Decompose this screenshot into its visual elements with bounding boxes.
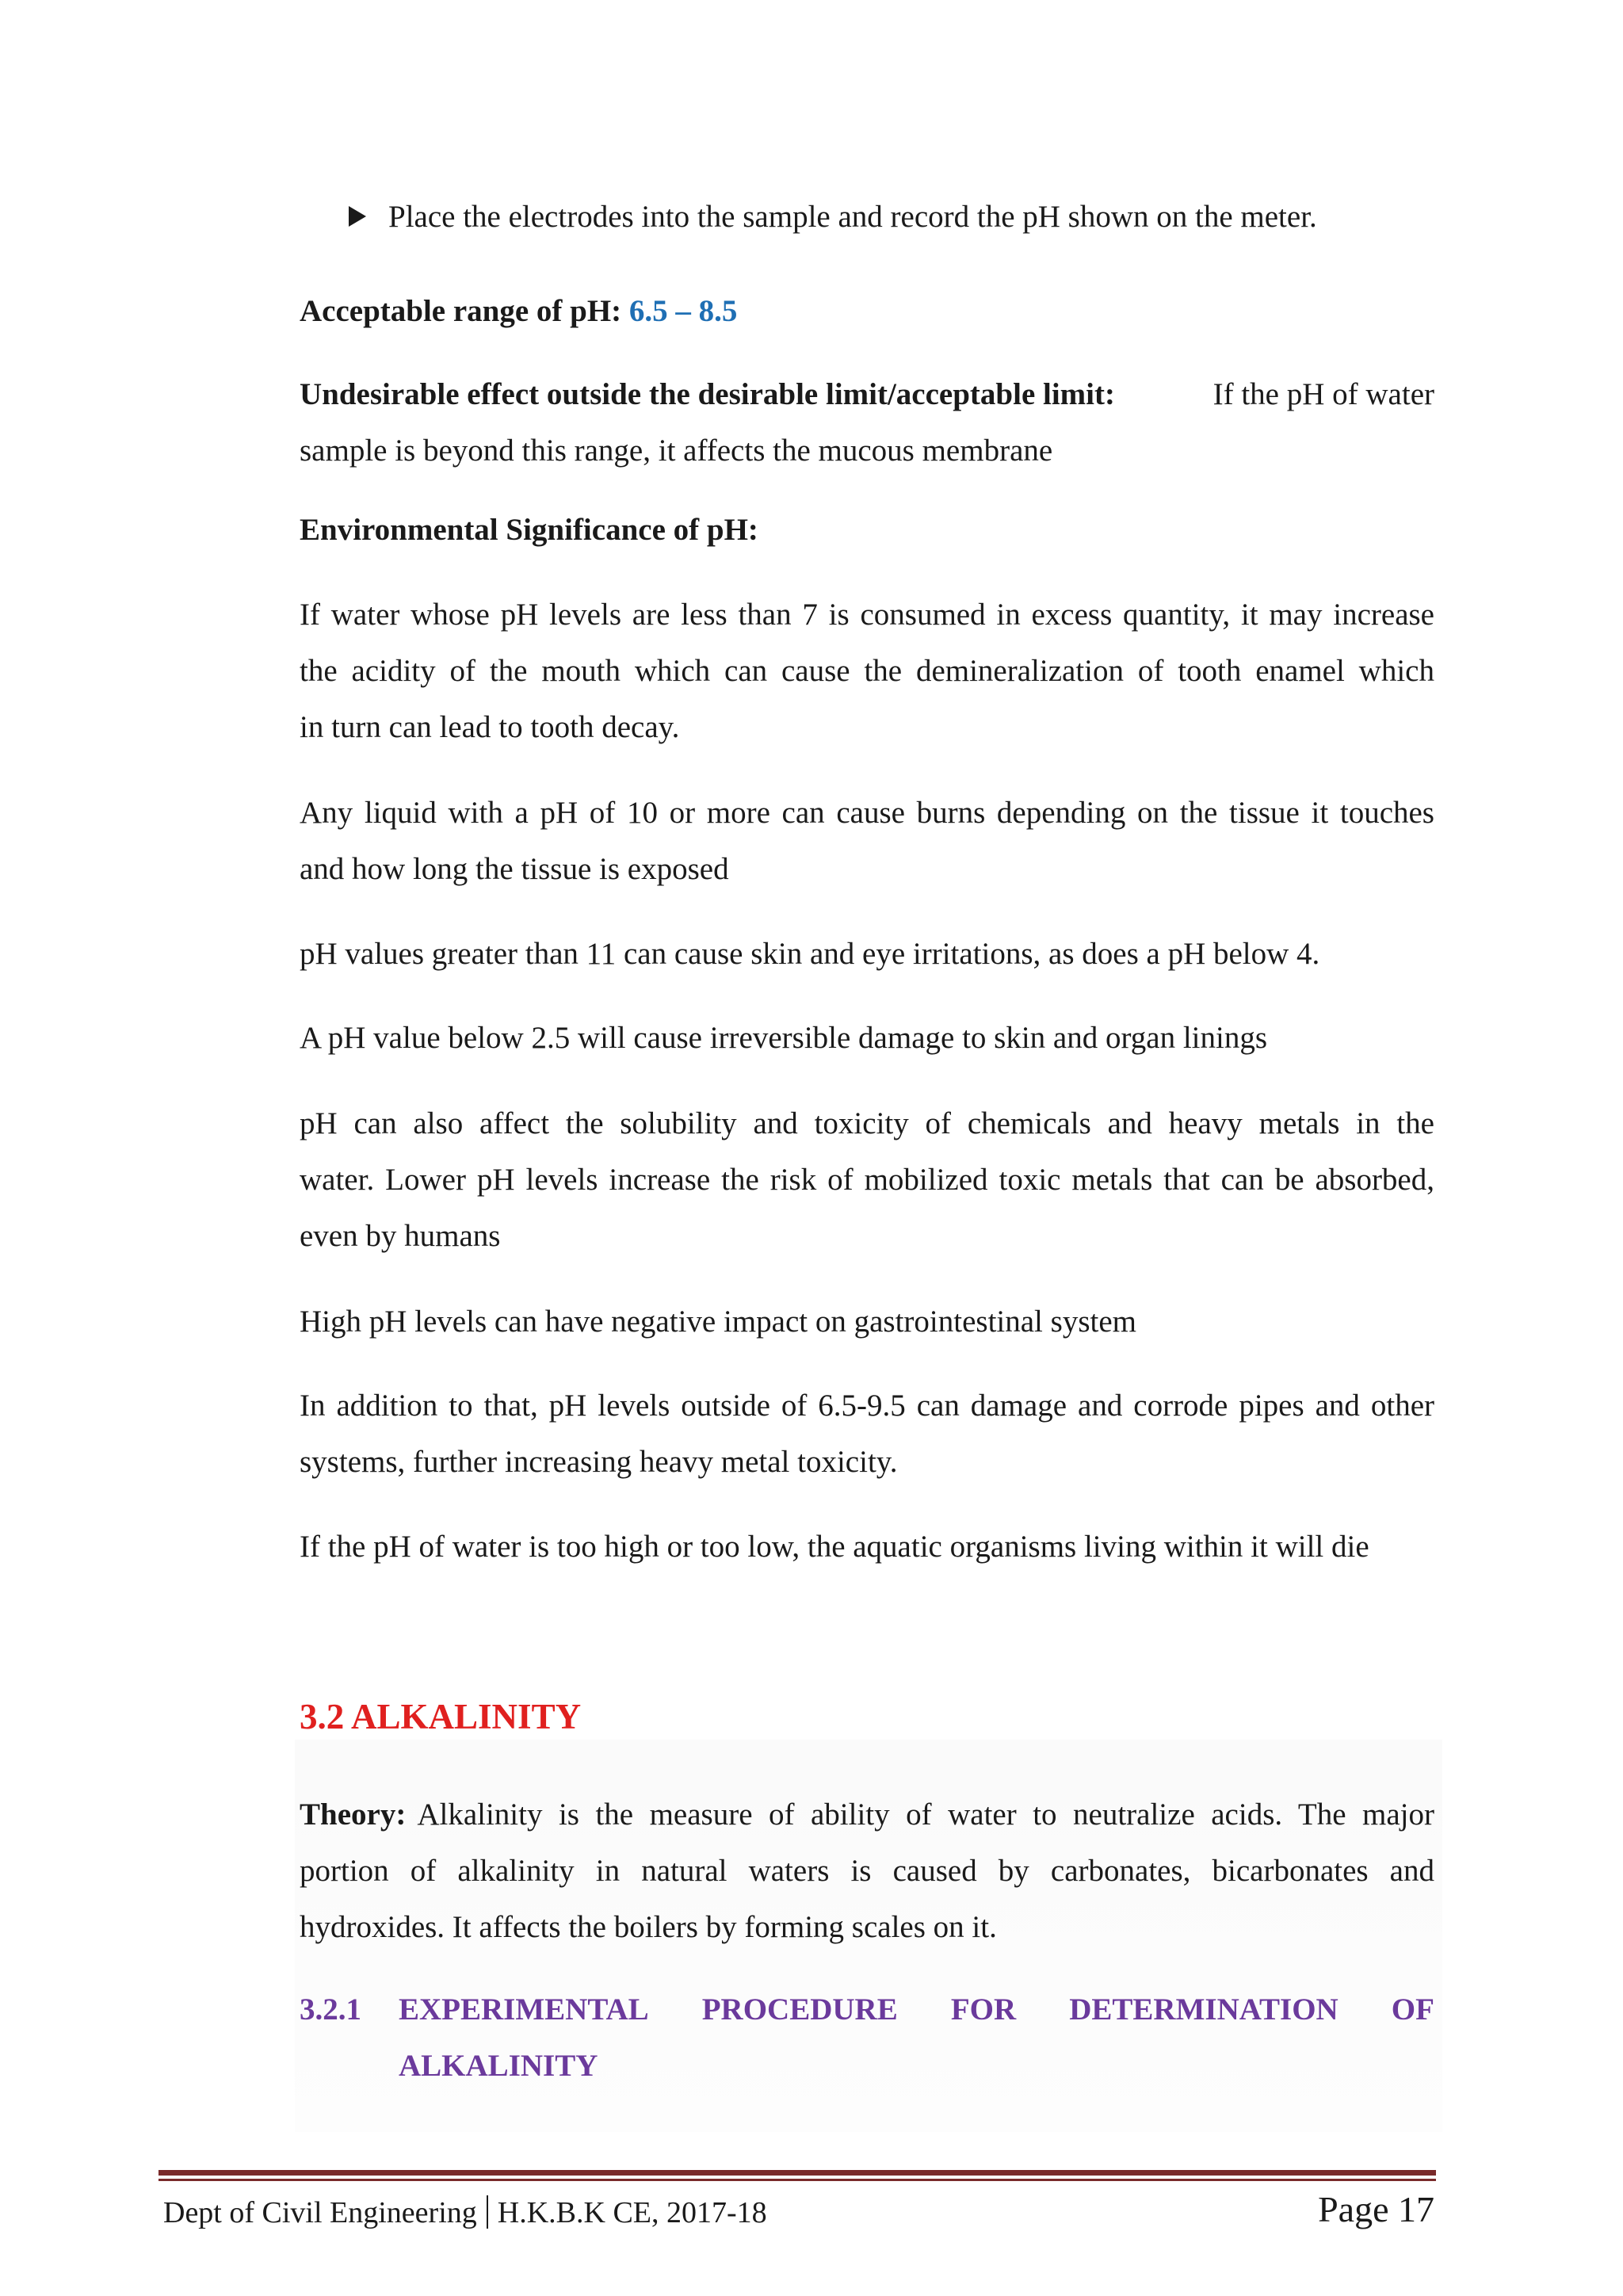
- paragraph-5: [300, 1095, 1434, 1264]
- paragraph-line: and how long the tissue is exposed: [300, 852, 729, 886]
- footer-college: H.K.B.K CE, 2017-18: [497, 2196, 767, 2229]
- environmental-significance-heading: Environmental Significance of pH:: [300, 513, 758, 547]
- acceptable-range-value: 6.5 – 8.5: [628, 294, 738, 328]
- theory-label: Theory:: [300, 1797, 407, 1832]
- bullet-text: Place the electrodes into the sample and record the pH shown on the meter.: [388, 200, 1317, 234]
- subsection-word: FOR: [950, 1992, 1017, 2027]
- paragraph-line: If water whose pH levels are less than 7 is consumed in excess quantity, it may increase: [300, 598, 1434, 632]
- arrow-bullet-icon: [349, 206, 366, 227]
- theory-line-1: [300, 1786, 1434, 1843]
- subsection-title-line-1: [399, 1981, 1434, 2038]
- subsection-word: OF: [1391, 1992, 1434, 2027]
- undesirable-line-1: [300, 366, 1434, 422]
- theory-line-2: portion of alkalinity in natural waters is caused by carbonates, bicarbonates and: [300, 1854, 1434, 1888]
- paragraph-line: the acidity of the mouth which can cause the demineralization of tooth enamel which: [300, 654, 1434, 688]
- paragraph-line: systems, further increasing heavy metal toxicity.: [300, 1445, 898, 1479]
- undesirable-effect-paragraph: [300, 366, 1434, 479]
- theory-line-3: hydroxides. It affects the boilers by forming scales on it.: [300, 1910, 997, 1944]
- theory-line1-text: Alkalinity is the measure of ability of water to neutralize acids. The major: [417, 1797, 1434, 1832]
- bullet-item: [349, 194, 1317, 240]
- paragraph-4: A pH value below 2.5 will cause irreversible damage to skin and organ linings: [300, 1021, 1267, 1055]
- paragraph-line: In addition to that, pH levels outside of 6.5-9.5 can damage and corrode pipes and other: [300, 1389, 1434, 1423]
- paragraph-line: even by humans: [300, 1219, 501, 1253]
- footer-separator: [487, 2195, 488, 2229]
- paragraph-line: water. Lower pH levels increase the risk of mobilized toxic metals that can be absorbed,: [300, 1163, 1434, 1197]
- footer-left: [163, 2189, 767, 2237]
- footer-rule-thick: [158, 2170, 1436, 2176]
- paragraph-line: in turn can lead to tooth decay.: [300, 710, 680, 744]
- paragraph-3: pH values greater than 11 can cause skin and eye irritations, as does a pH below 4.: [300, 937, 1320, 971]
- subsection-word: DETERMINATION: [1069, 1992, 1338, 2027]
- subsection-title-line-2: ALKALINITY: [399, 2049, 598, 2083]
- paragraph-8: If the pH of water is too high or too low, the aquatic organisms living within it will die: [300, 1530, 1369, 1564]
- subsection-word: EXPERIMENTAL: [399, 1992, 649, 2027]
- section-title: 3.2 ALKALINITY: [300, 1697, 582, 1736]
- paragraph-7: [300, 1377, 1434, 1490]
- paragraph-6: High pH levels can have negative impact on gastrointestinal system: [300, 1305, 1136, 1339]
- footer-page-number: Page 17: [1318, 2189, 1434, 2229]
- paragraph-1: [300, 586, 1434, 755]
- subsection-word: PROCEDURE: [701, 1992, 898, 2027]
- acceptable-range-line: [300, 283, 1434, 339]
- undesirable-line1-rest: If the pH of water: [1212, 377, 1434, 411]
- theory-paragraph: [300, 1786, 1434, 1955]
- footer-rule-thin: [158, 2179, 1436, 2181]
- undesirable-line-2: sample is beyond this range, it affects the mucous membrane: [300, 434, 1053, 468]
- paragraph-2: [300, 785, 1434, 897]
- paragraph-line: Any liquid with a pH of 10 or more can cause burns depending on the tissue it touches: [300, 796, 1434, 830]
- acceptable-range-label: Acceptable range of pH:: [300, 294, 622, 328]
- subsection-number: 3.2.1: [300, 1992, 361, 2027]
- paragraph-line: pH can also affect the solubility and toxicity of chemicals and heavy metals in the: [300, 1106, 1434, 1140]
- footer-department: Dept of Civil Engineering: [163, 2196, 477, 2229]
- undesirable-label: Undesirable effect outside the desirable limit/acceptable limit:: [300, 377, 1115, 411]
